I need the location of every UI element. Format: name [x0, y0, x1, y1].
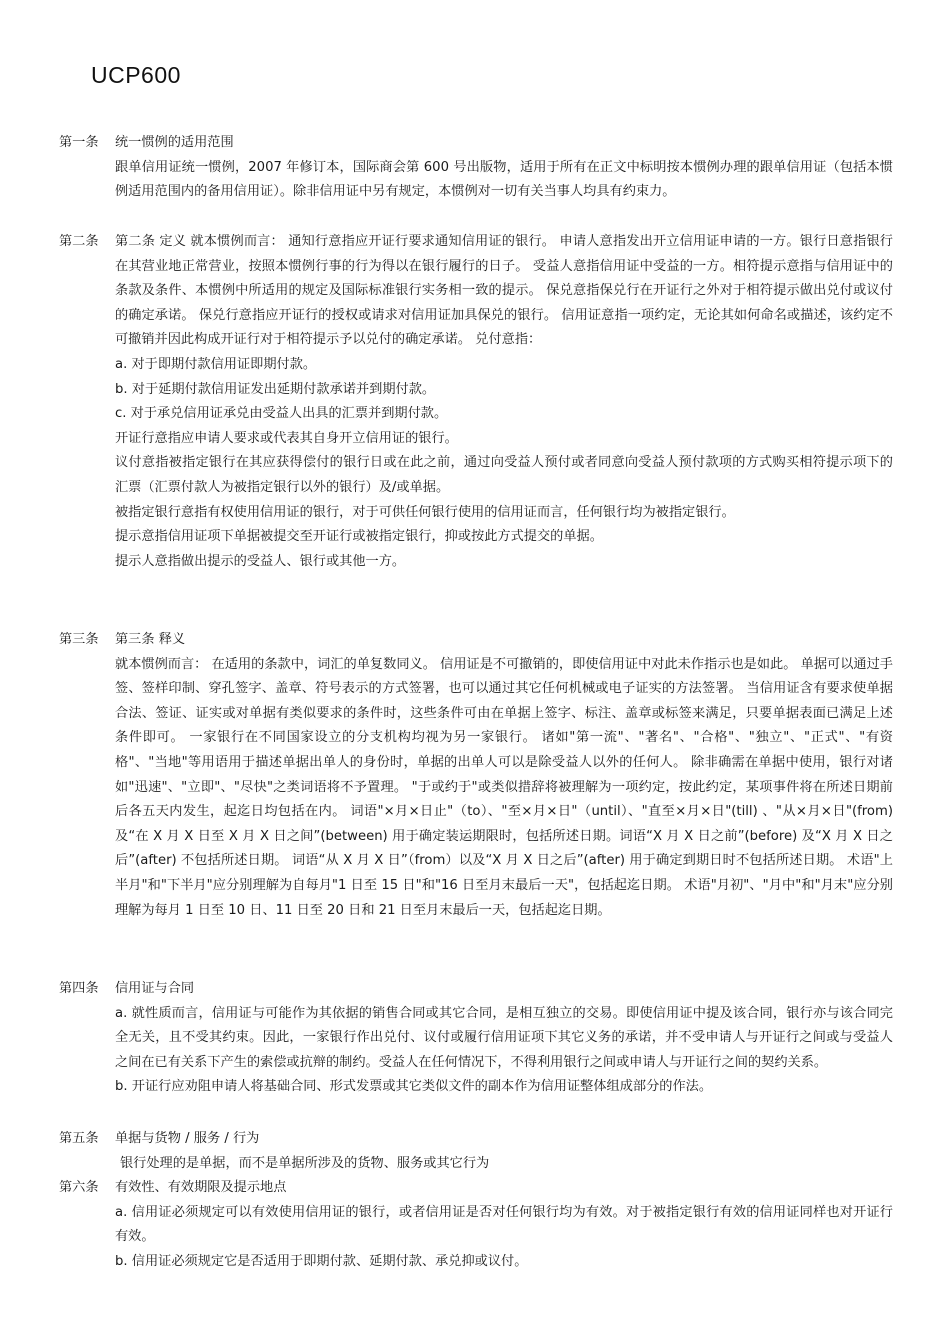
article-4	[59, 977, 893, 1100]
article-paragraph: 提示意指信用证项下单据被提交至开证行或被指定银行，抑或按此方式提交的单据。	[115, 529, 603, 545]
article-title: 有效性、有效期限及提示地点	[115, 1180, 287, 1195]
article-paragraph: 议付意指被指定银行在其应获得偿付的银行日或在此之前，通过向受益人预付或者同意向受益人预付款项的方式购买相符提示项下的汇票（汇票付款人为被指定银行以外的银行）及/或单据。	[115, 455, 893, 495]
article-title: 单据与货物 / 服务 / 行为	[115, 1131, 260, 1146]
article-paragraph: 跟单信用证统一惯例，2007 年修订本，国际商会第 600 号出版物，适用于所有在正文中标明按本惯例办理的跟单信用证（包括本惯例适用范围内的备用信用证）。除非信用证中另有规定，本惯例对一切有关当事人均具有约束力。	[115, 159, 893, 200]
article-paragraph: 开证行意指应申请人要求或代表其自身开立信用证的银行。	[115, 430, 458, 446]
article-number: 第四条	[59, 981, 99, 996]
article-2	[59, 230, 893, 574]
article-6	[59, 1176, 893, 1274]
article-1	[59, 131, 893, 205]
article-3	[59, 628, 893, 923]
article-title: 信用证与合同	[115, 981, 195, 996]
article-number: 第六条	[59, 1180, 99, 1195]
article-title: 第二条 定义 就本惯例而言： 通知行意指应开证行要求通知信用证的银行。 申请人意指发出开立信用证申请的一方。银行日意指银行在其营业地正常营业，按照本惯例行事的行为得以在银行履行的日子。 受益人意指信用证中受益的一方。相符提示意指与信用证中的条款及条件、本惯例中所适用的规定及国际标准银行实务相一致的提示。 保兑意指保兑行在开证行之外对于相符提示做出兑付或议付的确定承诺。 保兑行意指应开证行的授权或请求对信用证加具保兑的银行。 信用证意指一项约定，无论其如何命名或描述，该约定不可撤销并因此构成开证行对于相符提示予以兑付的确定承诺。 兑付意指：	[115, 234, 893, 348]
article-5	[59, 1127, 893, 1176]
document-title: UCP600	[91, 62, 181, 88]
article-paragraph: a. 对于即期付款信用证即期付款。	[115, 356, 317, 372]
article-paragraph: a. 就性质而言，信用证与可能作为其依据的销售合同或其它合同，是相互独立的交易。即使信用证中提及该合同，银行亦与该合同完全无关，且不受其约束。因此，一家银行作出兑付、议付或履行信用证项下其它义务的承诺，并不受申请人与开证行之间或与受益人之间在已有关系下产生的索偿或抗辩的制约。受益人在任何情况下，不得利用银行之间或申请人与开证行之间的契约关系。	[115, 1005, 893, 1070]
article-number: 第三条	[59, 632, 99, 647]
article-paragraph: c. 对于承兑信用证承兑由受益人出具的汇票并到期付款。	[115, 406, 448, 422]
article-paragraph: a. 信用证必须规定可以有效使用信用证的银行，或者信用证是否对任何银行均为有效。对于被指定银行有效的信用证同样也对开证行有效。	[115, 1204, 893, 1245]
article-paragraph: b. 开证行应劝阻申请人将基础合同、形式发票或其它类似文件的副本作为信用证整体组成部分的作法。	[115, 1079, 713, 1095]
article-paragraph: 提示人意指做出提示的受益人、银行或其他一方。	[115, 553, 406, 569]
article-number: 第一条	[59, 135, 99, 150]
article-title: 第三条 释义	[115, 632, 186, 647]
article-paragraph: 就本惯例而言： 在适用的条款中，词汇的单复数同义。 信用证是不可撤销的，即使信用证中对此未作指示也是如此。 单据可以通过手签、签样印制、穿孔签字、盖章、符号表示的方式签署，也可以通过其它任何机械或电子证实的方法签署。 当信用证含有要求使单据合法、签证、证实或对单据有类似要求的条件时，这些条件可由在单据上签字、标注、盖章或标签来满足，只要单据表面已满足上述条件即可。 一家银行在不同国家设立的分支机构均视为另一家银行。 诸如"第一流"、"著名"、"合格"、"独立"、"正式"、"有资格"、"当地"等用语用于描述单据出单人的身份时，单据的出单人可以是除受益人以外的任何人。 除非确需在单据中使用，银行对诸如"迅速"、"立即"、"尽快"之类词语将不予置理。 "于或约于"或类似措辞将被理解为一项约定，按此约定，某项事件将在所述日期前后各五天内发生，起迄日均包括在内。 词语"×月×日止"（to）、"至×月×日"（until）、"直至×月×日"(till) 、"从×月×日"(from) 及“在 X 月 X 日至 X 月 X 日之间”(between) 用于确定装运期限时，包括所述日期。词语“X 月 X 日之前”(before) 及“X 月 X 日之后”(after) 不包括所述日期。 词语“从 X 月 X 日”（from）以及“X 月 X 日之后”(after) 用于确定到期日时不包括所述日期。 术语"上半月"和"下半月"应分别理解为自每月"1 日至 15 日"和"16 日至月末最后一天"，包括起迄日期。 术语"月初"、"月中"和"月末"应分别理解为每月 1 日至 10 日、11 日至 20 日和 21 日至月末最后一天，包括起迄日期。	[115, 656, 893, 918]
article-paragraph: b. 对于延期付款信用证发出延期付款承诺并到期付款。	[115, 381, 436, 397]
article-paragraph: 银行处理的是单据，而不是单据所涉及的货物、服务或其它行为	[120, 1155, 490, 1171]
article-paragraph: b. 信用证必须规定它是否适用于即期付款、延期付款、承兑抑或议付。	[115, 1253, 528, 1269]
article-paragraph: 被指定银行意指有权使用信用证的银行，对于可供任何银行使用的信用证而言，任何银行均为被指定银行。	[115, 504, 735, 520]
article-number: 第五条	[59, 1131, 99, 1146]
article-number: 第二条	[59, 234, 99, 249]
article-title: 统一惯例的适用范围	[115, 135, 234, 150]
